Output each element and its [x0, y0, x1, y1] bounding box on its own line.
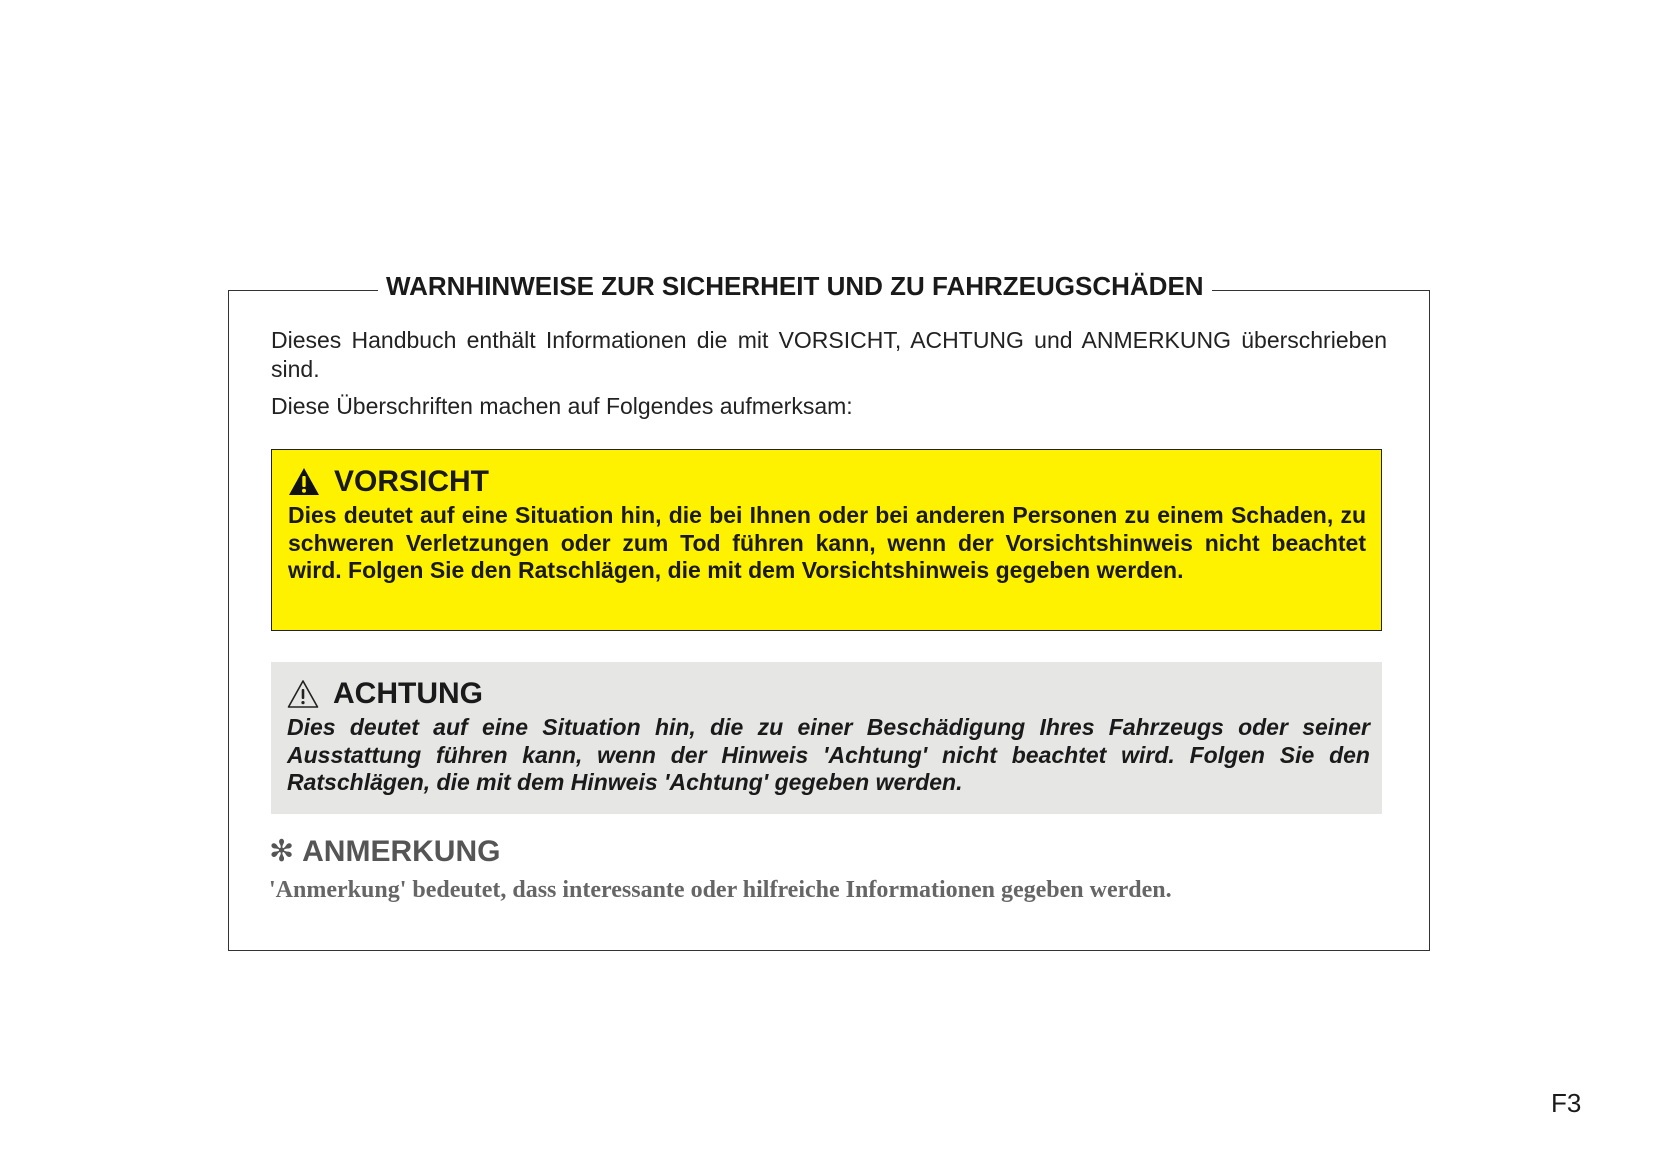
caution-text: Dies deutet auf eine Situation hin, die zu einer Beschädigung Ihres Fahrzeugs oder seiner Ausstattung führen kann, wenn der Hinweis 'Achtung' nicht beachtet wird. Folgen Sie den Ratschlägen, die mit dem Hinweis 'Achtung' gegeben werden.	[287, 714, 1370, 795]
warning-box	[271, 449, 1382, 631]
intro-section	[271, 326, 1387, 421]
warning-filled-triangle-icon	[288, 467, 320, 497]
warning-heading-row	[288, 464, 1366, 500]
warning-heading: VORSICHT	[334, 465, 490, 498]
intro-paragraph-1: Dieses Handbuch enthält Informationen die mit VORSICHT, ACHTUNG und ANMERKUNG überschrieben sind.	[271, 327, 1387, 382]
frame-title: WARNHINWEISE ZUR SICHERHEIT UND ZU FAHRZEUGSCHÄDEN	[378, 270, 1212, 302]
note-heading-row	[269, 834, 1389, 870]
warning-text: Dies deutet auf eine Situation hin, die bei Ihnen oder bei anderen Personen zu einem Schaden, zu schweren Verletzungen oder zum Tod führen kann, wenn der Vorsichtshinweis nicht beachtet wird. Folgen Sie den Ratschlägen, die mit dem Vorsichtshinweis gegeben werden.	[288, 502, 1366, 583]
note-text: 'Anmerkung' bedeutet, dass interessante oder hilfreiche Informationen gegeben werden.	[269, 877, 1172, 903]
page-number: F3	[1551, 1088, 1582, 1118]
asterisk-icon: ✻	[269, 835, 295, 868]
caution-outline-triangle-icon	[287, 679, 319, 709]
caution-heading-row	[287, 676, 1370, 712]
note-heading: ANMERKUNG	[302, 835, 501, 868]
intro-paragraph-2: Diese Überschriften machen auf Folgendes aufmerksam:	[271, 393, 853, 419]
note-section	[269, 834, 1389, 906]
caution-heading: ACHTUNG	[333, 677, 483, 710]
caution-box	[271, 662, 1382, 814]
